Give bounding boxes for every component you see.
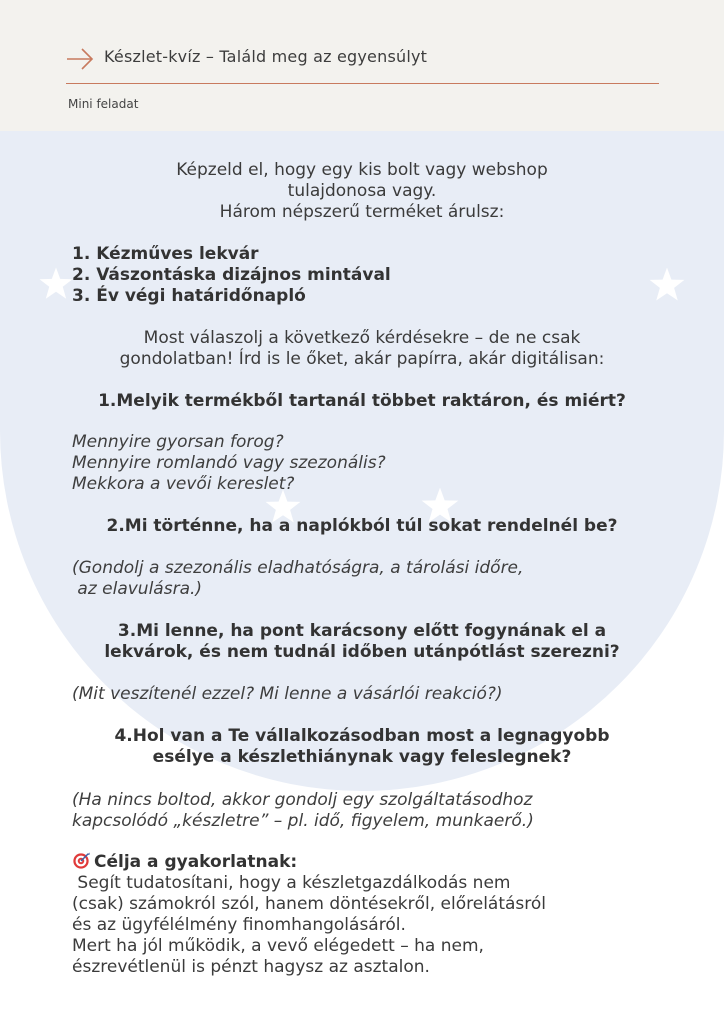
question-1-hint: Mennyire gyorsan forog? Mennyire romlandó vagy szezonális? Mekkora a vevői kereslet? xyxy=(72,432,386,494)
header xyxy=(0,0,724,131)
question-2-hint: (Gondolj a szezonális eladhatóságra, a tárolási időre, az elavulásra.) xyxy=(72,558,524,599)
intro-text: Képzeld el, hogy egy kis bolt vagy webshop tulajdonosa vagy. Három népszerű terméket árulsz: xyxy=(176,160,548,222)
header-divider xyxy=(66,83,659,84)
arrow-right-icon xyxy=(66,48,94,70)
page-subtitle: Mini feladat xyxy=(68,97,139,111)
question-4-hint: (Ha nincs boltod, akkor gondolj egy szolgáltatásodhoz kapcsolódó „készletre” – pl. idő, figyelem, munkaerő.) xyxy=(72,790,534,831)
list-item: 3. Év végi határidőnapló xyxy=(72,286,306,306)
question-1-title: 1.Melyik termékből tartanál többet raktáron, és miért? xyxy=(98,391,626,411)
instructions-text: Most válaszolj a következő kérdésekre – de ne csak gondolatban! Írd is le őket, akár papírra, akár digitálisan: xyxy=(119,328,605,369)
star-icon xyxy=(38,266,74,302)
list-item: 2. Vászontáska dizájnos mintával xyxy=(72,265,391,285)
question-3-title: 3.Mi lenne, ha pont karácsony előtt fogynának el a lekvárok, és nem tudnál időben utánpótlást szerezni? xyxy=(104,621,620,662)
question-2-title: 2.Mi történne, ha a naplókból túl sokat rendelnél be? xyxy=(106,516,618,536)
target-icon xyxy=(72,852,90,870)
star-icon xyxy=(648,266,686,304)
product-list xyxy=(72,244,391,307)
question-4-title: 4.Hol van a Te vállalkozásodban most a legnagyobb esélye a készlethiánynak vagy feleslegnek? xyxy=(114,726,610,767)
list-item: 1. Kézműves lekvár xyxy=(72,244,259,264)
goal-title: Célja a gyakorlatnak: xyxy=(72,852,546,873)
goal-section: Célja a gyakorlatnak: Segít tudatosítani, hogy a készletgazdálkodás nem (csak) számokról szól, hanem döntésekről, előrelátásról és az ügyfélélmény finomhangolásáról. Mert ha jól működik, a vevő elégedett – ha nem, észrevétlenül is pénzt hagysz az asztalon. xyxy=(72,852,547,977)
page-title: Készlet-kvíz – Találd meg az egyensúlyt xyxy=(104,47,428,66)
question-3-hint: (Mit veszítenél ezzel? Mi lenne a vásárlói reakció?) xyxy=(72,684,503,704)
